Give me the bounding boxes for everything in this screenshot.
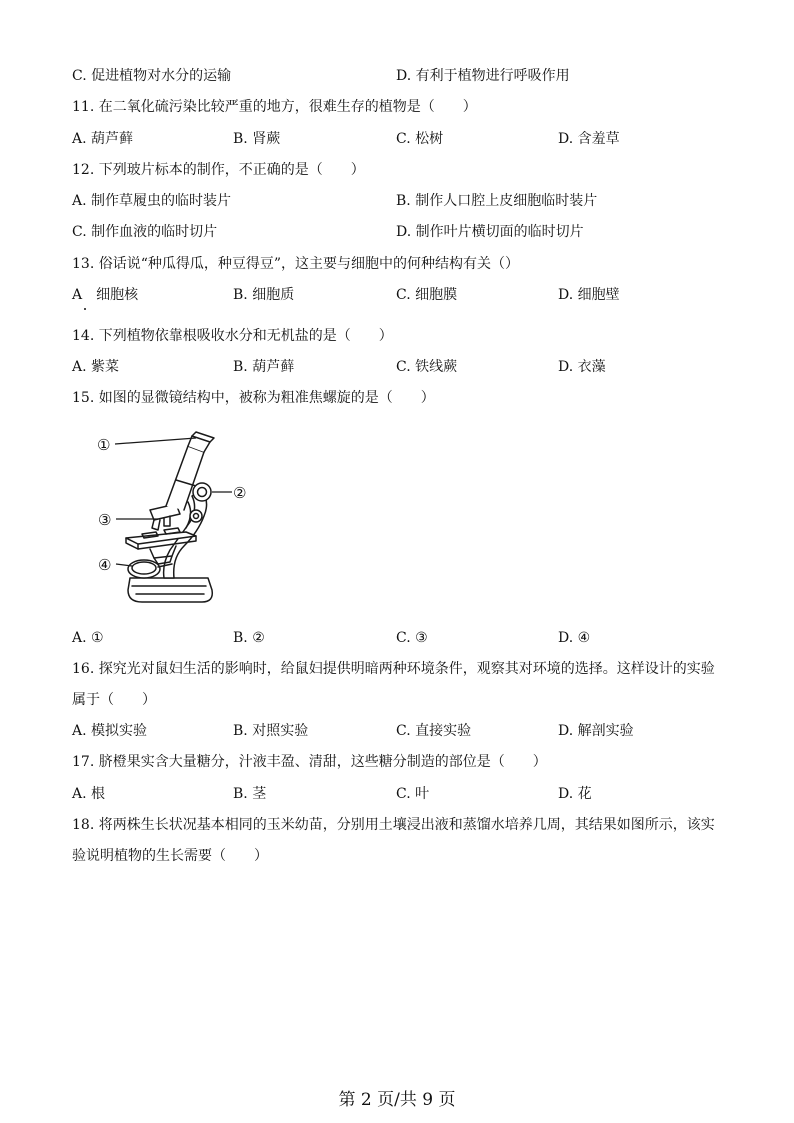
- microscope-illustration: [92, 428, 262, 613]
- q13-option-d: D. 细胞壁: [558, 287, 620, 303]
- q16-stem-line1: 16. 探究光对鼠妇生活的影响时，给鼠妇提供明暗两种环境条件，观察其对环境的选择。这样设计的实验: [72, 661, 715, 677]
- q11-option-c: C. 松树: [396, 131, 444, 147]
- q17-option-b: B. 茎: [233, 786, 267, 802]
- q14-stem: 14. 下列植物依靠根吸收水分和无机盐的是（ ）: [72, 328, 393, 344]
- q17-option-c: C. 叶: [396, 786, 430, 802]
- q11-option-a: A. 葫芦藓: [72, 131, 134, 147]
- q16-stem-line2: 属于（ ）: [72, 692, 156, 708]
- q11-stem: 11. 在二氧化硫污染比较严重的地方，很难生存的植物是（ ）: [72, 99, 477, 115]
- q18-stem-line1: 18. 将两株生长状况基本相同的玉米幼苗，分别用土壤浸出液和蒸馏水培养几周，其结果如图所示，该实: [72, 817, 715, 833]
- q15-option-a: A. ①: [72, 630, 104, 646]
- q17-option-a: A. 根: [72, 786, 106, 802]
- q13-option-a: A 细胞核: [72, 287, 139, 303]
- q17-option-d: D. 花: [558, 786, 592, 802]
- q13-stem: 13. 俗话说“种瓜得瓜，种豆得豆”，这主要与细胞中的何种结构有关（）: [72, 256, 520, 272]
- q17-stem: 17. 脐橙果实含大量糖分，汁液丰盈、清甜，这些糖分制造的部位是（ ）: [72, 754, 547, 770]
- q13-option-b: B. 细胞质: [233, 287, 295, 303]
- q15-option-c: C. ③: [396, 630, 428, 646]
- microscope-label-3: ③: [98, 511, 112, 529]
- microscope-label-2: ②: [233, 484, 247, 502]
- q15-option-b: B. ②: [233, 630, 265, 646]
- q13-option-c: C. 细胞膜: [396, 287, 458, 303]
- q14-option-b: B. 葫芦藓: [233, 359, 295, 375]
- q12-option-c: C. 制作血液的临时切片: [72, 224, 218, 240]
- q14-option-d: D. 衣藻: [558, 359, 606, 375]
- q14-option-c: C. 铁线蕨: [396, 359, 458, 375]
- page-number-footer: 第 2 页/共 9 页: [338, 1090, 456, 1110]
- q11-option-b: B. 肾蕨: [233, 131, 281, 147]
- q16-option-d: D. 解剖实验: [558, 723, 634, 739]
- q11-option-d: D. 含羞草: [558, 131, 620, 147]
- microscope-figure: [92, 428, 262, 613]
- q16-option-c: C. 直接实验: [396, 723, 472, 739]
- q18-stem-line2: 验说明植物的生长需要（ ）: [72, 848, 268, 864]
- q10-option-d: D. 有利于植物进行呼吸作用: [396, 68, 570, 84]
- q12-option-a: A. 制作草履虫的临时装片: [72, 193, 232, 209]
- q16-option-a: A. 模拟实验: [72, 723, 148, 739]
- q15-option-d: D. ④: [558, 630, 591, 646]
- microscope-label-4: ④: [98, 556, 112, 574]
- q12-option-d: D. 制作叶片横切面的临时切片: [396, 224, 584, 240]
- q12-stem: 12. 下列玻片标本的制作，不正确的是（ ）: [72, 162, 365, 178]
- microscope-label-1: ①: [97, 436, 111, 454]
- q16-option-b: B. 对照实验: [233, 723, 309, 739]
- stray-dot: [84, 308, 86, 310]
- q14-option-a: A. 紫菜: [72, 359, 120, 375]
- q12-option-b: B. 制作人口腔上皮细胞临时装片: [396, 193, 598, 209]
- q10-option-c: C. 促进植物对水分的运输: [72, 68, 232, 84]
- q15-stem: 15. 如图的显微镜结构中，被称为粗准焦螺旋的是（ ）: [72, 390, 435, 406]
